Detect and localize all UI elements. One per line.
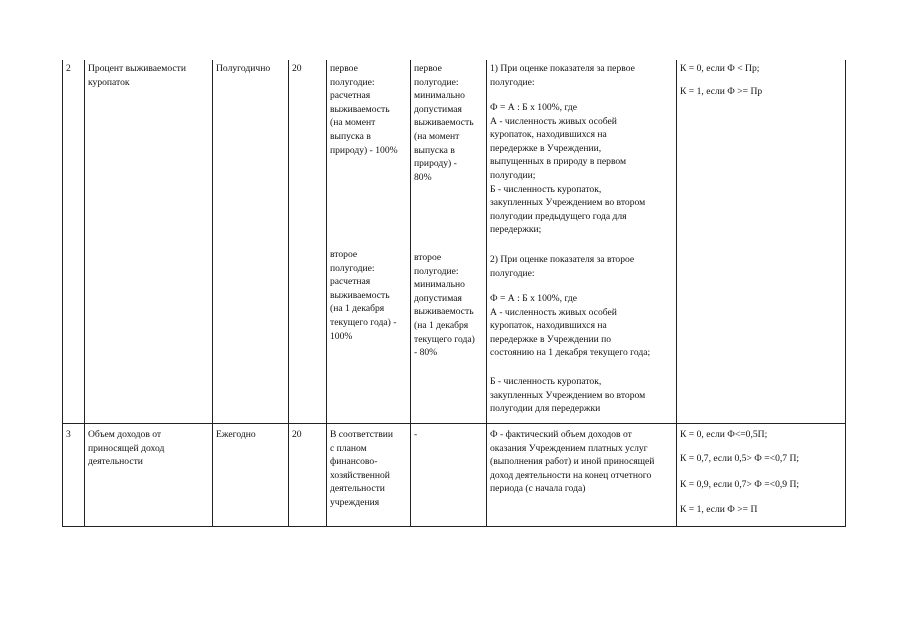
row-3-planned-value: В соответствии с планом финансово- хозяйственной деятельности учреждения <box>330 429 394 508</box>
row-2-method-second-formula: Ф = А : Б x 100%, где А - численность живых особей куропаток, находившихся на передержке в Учреждении по состоянию на 1 декабря текущего года; <box>490 293 651 359</box>
row-2-number: 2 <box>66 63 71 74</box>
column-divider <box>288 60 289 527</box>
column-divider <box>676 60 677 527</box>
criteria-table <box>62 60 846 527</box>
row-3-coefficient-1: К = 0, если Ф<=0,5П; <box>680 429 768 440</box>
row-2-planned-first-half: первое полугодие: расчетная выживаемость (на момент выпуска в природу) - 100% <box>330 63 398 156</box>
column-divider <box>410 60 411 527</box>
row-2-coefficient-1: К = 0, если Ф < Пр; <box>680 63 760 74</box>
column-divider <box>486 60 487 527</box>
row-3-minimum-value: - <box>414 429 418 440</box>
row-3-indicator-name: Объем доходов от приносящей доход деятельности <box>88 429 165 468</box>
row-2-weight: 20 <box>292 63 302 74</box>
table-border-right <box>845 60 846 527</box>
row-2-method-first-half: 1) При оценке показателя за первое полугодие: <box>490 63 635 88</box>
table-border-left <box>62 60 63 527</box>
row-3-coefficient-2: К = 0,7, если 0,5> Ф =<0,7 П; <box>680 453 800 464</box>
row-3-coefficient-4: К = 1, если Ф >= П <box>680 504 758 515</box>
row-divider <box>62 423 846 424</box>
column-divider <box>212 60 213 527</box>
row-2-periodicity: Полугодично <box>216 63 271 74</box>
row-2-minimum-first-half: первое полугодие: минимально допустимая выживаемость (на момент выпуска в природу) - 80% <box>414 63 474 183</box>
row-2-planned-second-half: второе полугодие: расчетная выживаемость (на 1 декабря текущего года) - 100% <box>330 249 397 342</box>
row-2-minimum-second-half: второе полугодие: минимально допустимая выживаемость (на 1 декабря текущего года) - 80% <box>414 252 475 359</box>
row-3-coefficient-3: К = 0,9, если 0,7> Ф =<0,9 П; <box>680 479 800 490</box>
row-2-method-second-b: Б - численность куропаток, закупленных Учреждением во втором полугодии для передержки <box>490 376 646 415</box>
row-3-periodicity: Ежегодно <box>216 429 256 440</box>
column-divider <box>326 60 327 527</box>
table-border-bottom <box>62 526 846 527</box>
row-2-method-first-formula: Ф = А : Б x 100%, где А - численность живых особей куропаток, находившихся на передержке в Учреждении, выпущенных в природу в первом полугодии; Б - численность куропаток, закупленных Учреждением во втором полугодии предыдущего года для передержки; <box>490 102 646 236</box>
row-3-calculation-method: Ф - фактический объем доходов от оказания Учреждением платных услуг (выполнения работ) и иной приносящей доход деятельности на конец отчетного периода (с начала года) <box>490 429 655 495</box>
row-2-coefficient-2: К = 1, если Ф >= Пр <box>680 86 763 97</box>
row-2-method-second-half: 2) При оценке показателя за второе полугодие: <box>490 254 635 279</box>
row-3-number: 3 <box>66 429 71 440</box>
row-3-weight: 20 <box>292 429 302 440</box>
row-2-indicator-name: Процент выживаемости куропаток <box>88 63 186 88</box>
column-divider <box>84 60 85 527</box>
